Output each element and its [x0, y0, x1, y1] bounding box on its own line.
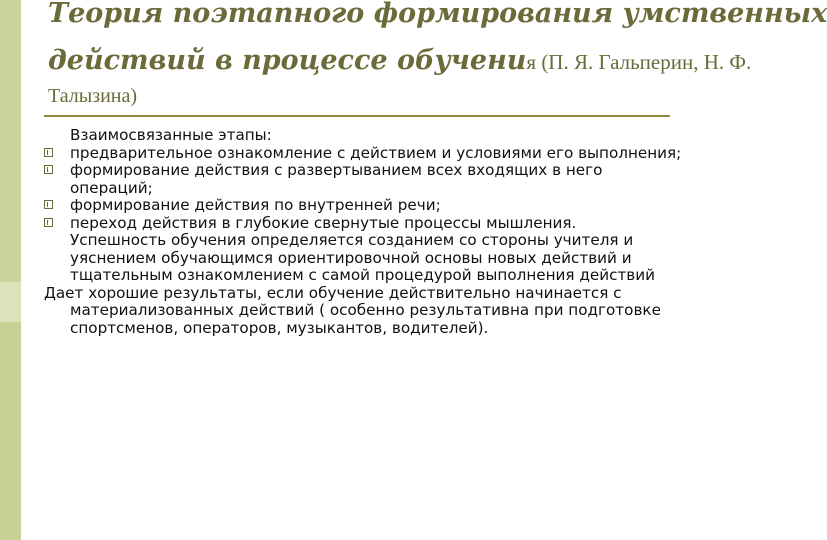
list-item — [44, 145, 684, 163]
square-bullet-icon — [44, 165, 53, 174]
list-item-text: формирование действия по внутренней речи; — [70, 196, 441, 214]
sidebar-segment-middle — [0, 282, 21, 322]
square-bullet-icon — [44, 200, 53, 209]
paragraph-results: Дает хорошие результаты, если обучение действительно начинается с материализованных действий ( особенно результативна при подготовке спортсменов, операторов, музыкантов, водителей). — [44, 283, 661, 337]
left-sidebar-decoration — [0, 0, 21, 540]
title-authors-continued: Талызина) — [48, 85, 138, 107]
square-bullet-icon — [44, 148, 53, 157]
title-underline — [44, 115, 670, 117]
slide-title — [48, 0, 827, 84]
sidebar-segment-bottom — [0, 322, 21, 540]
slide-body — [44, 127, 684, 337]
list-item — [44, 197, 684, 215]
list-item-text: предварительное ознакомление с действием и условиями его выполнения; — [70, 143, 682, 162]
title-line-2: действий в процессе обучени — [48, 45, 527, 76]
title-line-1: Теория поэтапного формирования умственных — [48, 0, 827, 29]
square-bullet-icon — [44, 218, 53, 227]
sidebar-segment-top — [0, 0, 21, 282]
list-item-text: формирование действия с развертыванием всех входящих в него операций; — [70, 161, 603, 197]
title-line-2-wrap — [48, 39, 752, 84]
list-item-text: переход действия в глубокие свернутые процессы мышления. — [70, 213, 577, 232]
paragraph-success: Успешность обучения определяется созданием со стороны учителя и уяснением обучающимся ориентировочной основы новых действий и тщательным ознакомлением с самой процедурой выполнения действий — [70, 231, 655, 284]
list-item — [44, 162, 684, 197]
intro-text: Взаимосвязанные этапы: — [70, 126, 272, 144]
title-authors-inline: я (П. Я. Гальперин, Н. Ф. — [526, 50, 752, 74]
list-item — [44, 215, 684, 233]
